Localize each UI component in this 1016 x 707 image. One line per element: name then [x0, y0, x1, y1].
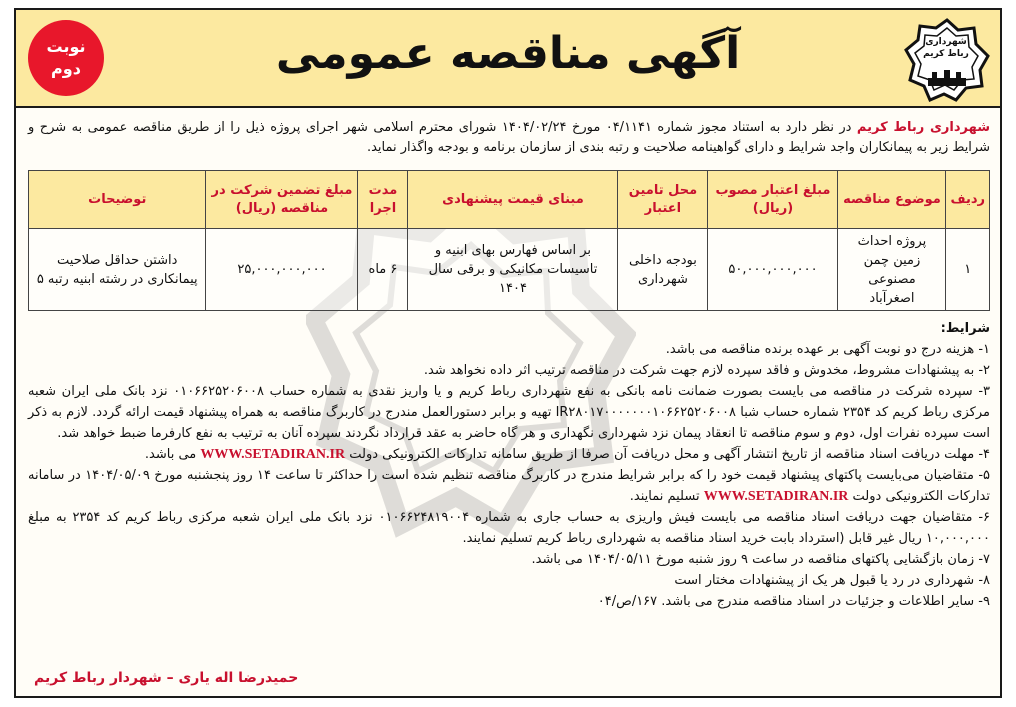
header-band: [16, 10, 1000, 108]
condition-5-post: تسلیم نمایند.: [629, 489, 704, 504]
condition-2: ۲- به پیشنهادات مشروط، مخدوش و فاقد سپرده لازم جهت شرکت در مناقصه ترتیب اثر داده نخواهد شد.: [423, 363, 990, 378]
logo-line-1: شهرداری: [925, 37, 967, 47]
logo-text: [918, 36, 974, 60]
page-title: آگهی مناقصه عمومی: [275, 28, 741, 79]
col-funding: محل تامین اعتبار: [618, 171, 708, 229]
table-header-row: [29, 171, 990, 229]
cell-index: ۱: [946, 229, 990, 311]
condition-9: ۹- سایر اطلاعات و جزئیات در اسناد مناقصه مندرج می باشد. ۱۶۷/ص/۰۴: [597, 594, 990, 609]
col-notes: توضیحات: [29, 171, 206, 229]
cell-funding: بودجه داخلی شهرداری: [618, 229, 708, 311]
condition-4: [28, 444, 990, 465]
col-duration: مدت اجرا: [358, 171, 408, 229]
intro-paragraph: [28, 118, 990, 158]
ad-frame: [14, 8, 1002, 698]
cell-budget: ۵۰,۰۰۰,۰۰۰,۰۰۰: [708, 229, 838, 311]
condition-4-post: می باشد.: [144, 447, 201, 462]
municipality-logo: [904, 18, 990, 102]
col-price-basis: مبنای قیمت پیشنهادی: [408, 171, 618, 229]
condition-5-pre: ۵- متقاضیان می‌بایست پاکتهای پیشنهاد قیمت خود را که برابر شرایط مندرج در کاربرگ مناقصه تنظیم شده است را حداکثر تا ساعت ۱۴ روز پنجشنبه مورخ ۱۴۰۴/۰۵/۰۹ در سامانه تدارکات الکترونیکی دولت: [28, 468, 990, 504]
cell-subject: پروژه احداث زمین چمن مصنوعی اصغرآباد: [838, 229, 946, 311]
condition-6: ۶- متقاضیان جهت دریافت اسناد مناقصه می بایست فیش واریزی به حساب جاری به شماره ۰۱۰۶۶۲۴۸۱۹۰۰۴ نزد بانک ملی ایران شعبه مرکزی رباط کریم کد ۲۳۵۴ به مبلغ ۱۰,۰۰۰,۰۰۰ ریال غیر قابل (استرداد بابت خرید اسناد مناقصه به شهرداری رباط کریم تسلیم نمایند.: [28, 510, 990, 546]
condition-5: [28, 465, 990, 507]
condition-7: ۷- زمان بازگشایی پاکتهای مناقصه در ساعت ۹ روز شنبه مورخ ۱۴۰۴/۰۵/۱۱ می باشد.: [531, 552, 990, 567]
cell-price-basis: بر اساس فهارس بهای ابنیه و تاسیسات مکانیکی و برقی سال ۱۴۰۴: [408, 229, 618, 311]
cell-notes: داشتن حداقل صلاحیت پیمانکاری در رشته ابنیه رتبه ۵: [29, 229, 206, 311]
signature: حمیدرضا اله یاری – شهردار رباط کریم: [34, 670, 299, 686]
tender-table: [28, 170, 990, 311]
conditions-section: [28, 318, 990, 612]
badge-line-1: نوبت: [46, 37, 86, 56]
intro-org: شهرداری رباط کریم: [856, 120, 990, 135]
condition-1: ۱- هزینه درج دو نوبت آگهی بر عهده برنده مناقصه می باشد.: [665, 342, 990, 357]
col-index: ردیف: [946, 171, 990, 229]
table-row: [29, 229, 990, 311]
badge-line-2: دوم: [51, 59, 81, 78]
cell-duration: ۶ ماه: [358, 229, 408, 311]
condition-3: ۳- سپرده شرکت در مناقصه می بایست بصورت ضمانت نامه بانکی به نفع شهرداری رباط کریم و یا واریز نقدی به شماره حساب ۰۱۰۶۶۲۵۲۰۶۰۰۸ نزد بانک ملی ایران شعبه مرکزی رباط کریم کد ۲۳۵۴ شماره حساب شبا IR۲۸۰۱۷۰۰۰۰۰۰۰۱۰۶۶۲۵۲۰۶۰۰۸ تهیه و برابر دستورالعمل مندرج در کاربرگ مناقصه به همراه پیشنهاد قیمت ارائه گردد. لازم به ذکر است سپرده نفرات اول، دوم و سوم مناقصه تا انعقاد پیمان نزد شهرداری نگهداری و هر گاه حاضر به عقد قرارداد نگردند سپرده آنان به ترتیب به نفع کارفرما ضبط خواهد شد.: [28, 384, 990, 441]
condition-4-pre: ۴- مهلت دریافت اسناد مناقصه از تاریخ انتشار آگهی و محل دریافت آن صرفا از طریق سامانه تدارکات الکترونیکی دولت: [345, 447, 990, 462]
logo-line-2: رباط کریم: [923, 49, 969, 59]
col-subject: موضوع مناقصه: [838, 171, 946, 229]
setadiran-link-2[interactable]: WWW.SETADIRAN.IR: [703, 489, 849, 504]
intro-text: در نظر دارد به استناد مجوز شماره ۰۴/۱۱۴۱ مورخ ۱۴۰۴/۰۲/۲۴ شورای محترم اسلامی شهر اجرای پروژه ذیل را از طریق مناقصه عمومی به شرح و شرایط زیر به پیمانکاران واجد شرایط و دارای گواهینامه صلاحیت و رتبه بندی از سازمان برنامه و بودجه واگذار نماید.: [28, 120, 990, 155]
col-guarantee: مبلغ تضمین شرکت در مناقصه (ریال): [206, 171, 358, 229]
col-budget: مبلغ اعتبار مصوب (ریال): [708, 171, 838, 229]
condition-8: ۸- شهرداری در رد یا قبول هر یک از پیشنهادات مختار است: [674, 573, 990, 588]
cell-guarantee: ۲۵,۰۰۰,۰۰۰,۰۰۰: [206, 229, 358, 311]
conditions-title: شرایط:: [940, 321, 990, 336]
setadiran-link[interactable]: WWW.SETADIRAN.IR: [200, 447, 346, 462]
